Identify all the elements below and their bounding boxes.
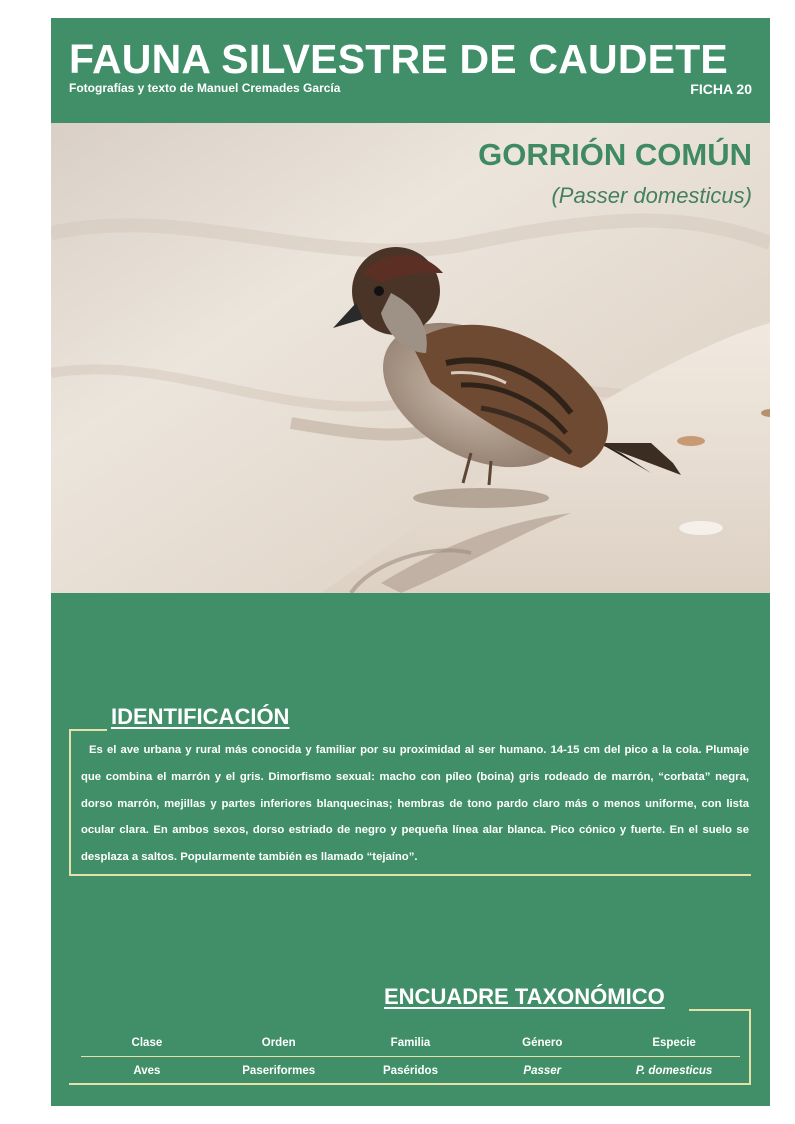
taxonomy-divider — [81, 1056, 740, 1057]
site-title: FAUNA SILVESTRE DE CAUDETE — [69, 36, 728, 82]
taxonomy-value-order: Paseriformes — [242, 1065, 316, 1077]
photo-credit: Fotografías y texto de Manuel Cremades García — [69, 81, 341, 95]
taxonomy-value-genus: Passer — [523, 1065, 562, 1077]
taxonomy-heading-text: ENCUADRE TAXONÓMICO — [384, 984, 665, 1009]
taxonomy-value-class: Aves — [133, 1065, 161, 1077]
taxonomy-value-family: Paséridos — [383, 1065, 438, 1077]
species-latin-name: (Passer domesticus) — [551, 183, 752, 208]
taxonomy-header-row — [81, 1037, 740, 1049]
species-common-name: GORRIÓN COMÚN — [478, 137, 752, 172]
taxonomy-header-class: Clase — [131, 1037, 163, 1049]
sheet-number: FICHA 20 — [690, 81, 752, 97]
header-banner — [51, 18, 770, 123]
fact-sheet — [51, 18, 770, 1106]
taxonomy-header-order: Orden — [261, 1037, 296, 1049]
taxonomy-header-family: Familia — [390, 1037, 431, 1049]
taxonomy-header-genus: Género — [522, 1037, 563, 1049]
sparrow-photo — [51, 123, 770, 593]
taxonomy-value-row — [81, 1065, 740, 1077]
taxonomy-heading — [384, 984, 665, 1010]
taxonomy-header-species: Especie — [652, 1037, 696, 1049]
identification-heading: IDENTIFICACIÓN — [111, 704, 290, 729]
taxonomy-value-species: P. domesticus — [635, 1065, 713, 1077]
identification-frame — [69, 729, 751, 876]
identification-text: Es el ave urbana y rural más conocida y familiar por su proximidad al ser humano. 14-15 cm del pico a la cola. Plumaje que combina el marrón y el gris. Dimorfismo sexual: macho con píleo (boina) gris rodeado de marrón, “corbata” negra, dorso marrón, mejillas y partes inferiores blanquecinas; hembras de tono pardo claro más o menos uniforme, con lista ocular clara. En ambos sexos, dorso estriado de negro y pequeña línea alar blanca. Pico cónico y fuerte. En el suelo se desplaza a saltos. Popularmente también es llamado “tejaíno”. — [81, 744, 749, 864]
